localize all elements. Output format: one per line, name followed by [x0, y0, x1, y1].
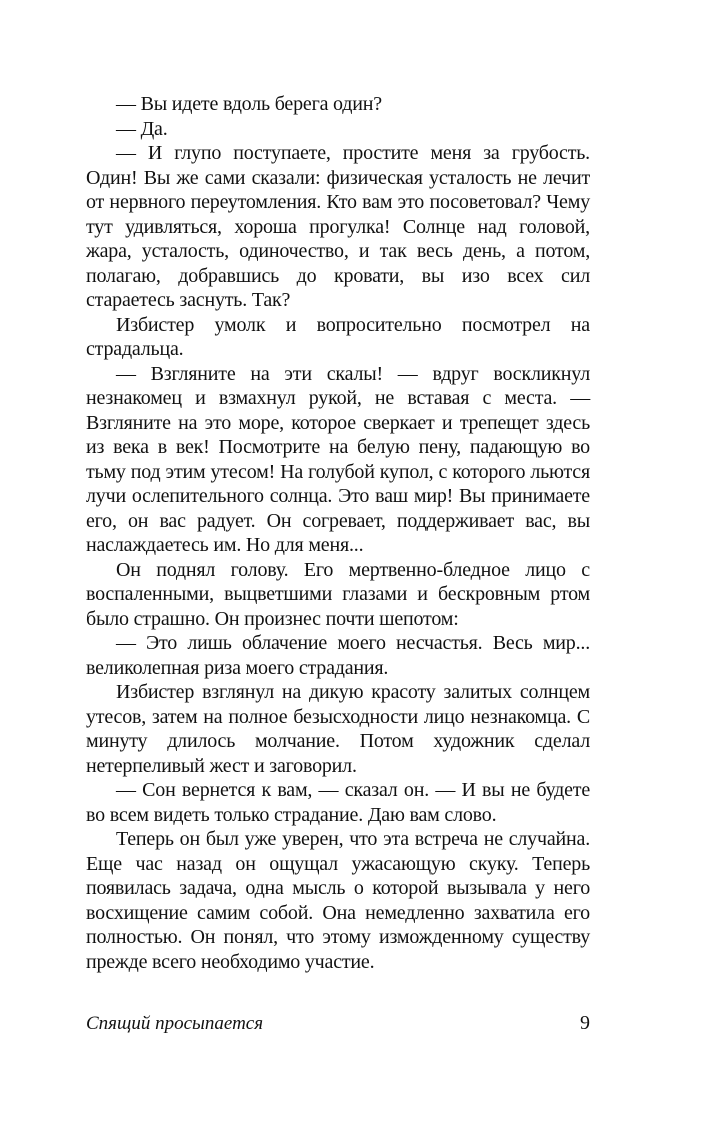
running-title: Спящий просыпается [86, 1013, 264, 1034]
paragraph-9: — Сон вернется к вам, — сказал он. — И вы не будете во всем видеть только страдание. Даю вам слово. [86, 779, 590, 826]
page-footer [86, 1012, 590, 1035]
paragraph-8: Избистер взглянул на дикую красоту залитых солнцем утесов, затем на полное безысходности лицо незнакомца. С минуту длилось молчание. Потом художник сделал нетерпеливый жест и заговорил. [86, 681, 590, 777]
paragraph-7: — Это лишь облачение моего несчастья. Весь мир... великолепная риза моего страдания. [86, 632, 590, 679]
paragraph-2: — Да. [116, 117, 168, 140]
paragraph-10: Теперь он был уже уверен, что эта встреча не случайна. Еще час назад он ощущал ужасающую скуку. Теперь появилась задача, одна мысль о которой вызывала у него восхищение самим собой. Она немедленно захватила его полностью. Он понял, что этому изможденному существу прежде всего необходимо участие. [86, 828, 590, 973]
paragraph-5: — Взгляните на эти скалы! — вдруг воскликнул незнакомец и взмахнул рукой, не вставая с места. — Взгляните на это море, которое сверкает и трепещет здесь из века в век! Посмотрите на белую пену, падающую во тьму под этим утесом! На голубой купол, с которого льются лучи ослепительного солнца. Это ваш мир! Вы принимаете его, он вас радует. Он согревает, поддерживает вас, вы наслаждаетесь им. Но для меня... [86, 362, 590, 556]
paragraph-1: — Вы идете вдоль берега один? [116, 93, 382, 115]
paragraph-3: — И глупо поступаете, простите меня за грубость. Один! Вы же сами сказали: физическая усталость не лечит от нервного переутомления. Кто вам это посоветовал? Чему тут удивляться, хороша прогулка! Солнце над головой, жара, усталость, одиночество, и так весь день, а потом, полагаю, добравшись до кровати, вы изо всех сил стараетесь заснуть. Так? [86, 142, 590, 311]
paragraph-6: Он поднял голову. Его мертвенно-бледное лицо с воспаленными, выцветшими глазами и бескровным ртом было страшно. Он произнес почти шепотом: [86, 558, 590, 630]
page-number: 9 [580, 1012, 590, 1034]
paragraph-4: Избистер умолк и вопросительно посмотрел на страдальца. [86, 313, 590, 360]
page-body [86, 92, 590, 974]
